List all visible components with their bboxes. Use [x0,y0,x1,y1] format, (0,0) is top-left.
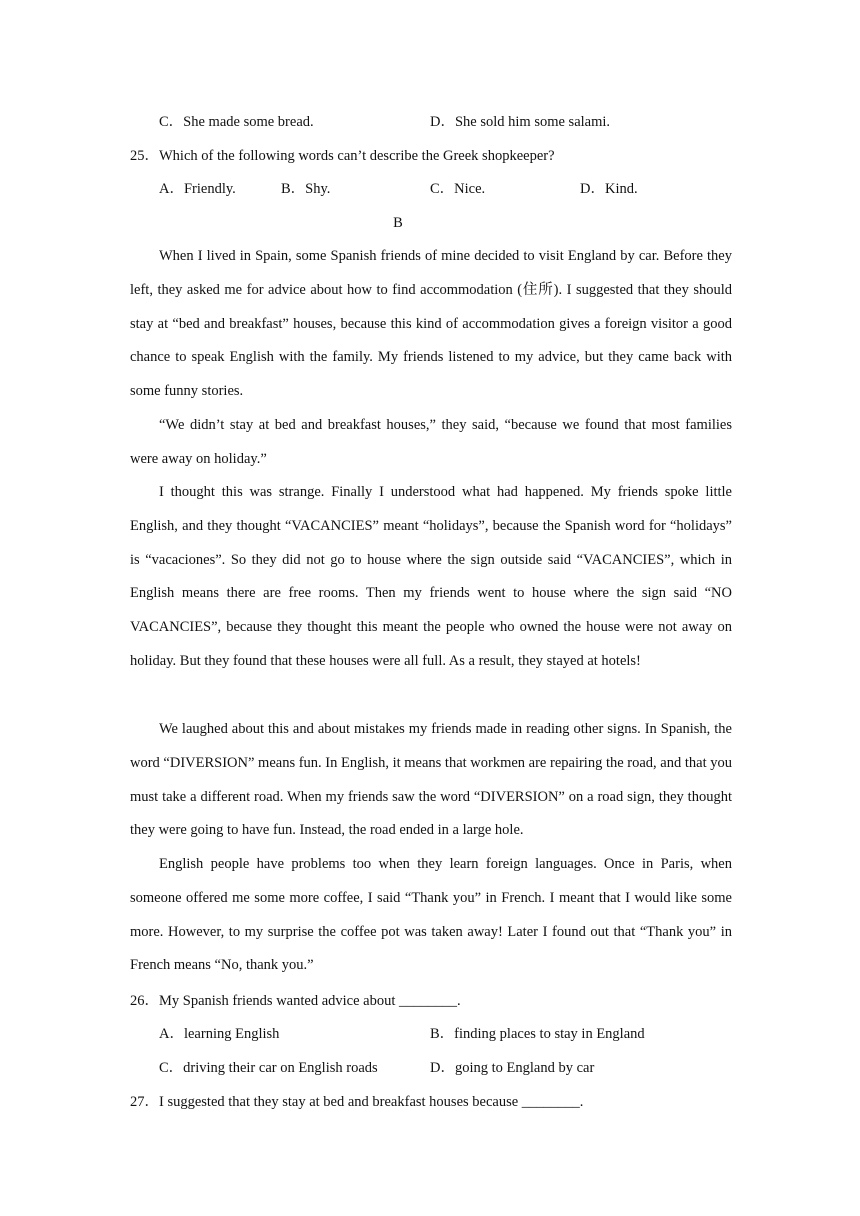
q26-option-a: A．learning English [159,1026,280,1042]
passage-paragraph-1: When I lived in Spain, some Spanish friends of mine decided to visit England by car. Before they left, they asked me for advice about how to find accommodation (住所). I suggested that they should stay at “bed and breakfast” houses, because this kind of accommodation gives a foreign visitor a good chance to speak English with the family. My friends listened to my advice, but they came back with some funny stories. [130,248,732,400]
q26-option-c: C．driving their car on English roads [159,1060,378,1076]
q26-option-b: B．finding places to stay in England [430,1026,645,1042]
q25-option-a: A．Friendly. [159,181,236,197]
passage-paragraph-4: We laughed about this and about mistakes my friends made in reading other signs. In Spanish, the word “DIVERSION” means fun. In English, it means that workmen are repairing the road, and that you must take a different road. When my friends saw the word “DIVERSION” on a road sign, they thought they were going to have fun. Instead, the road ended in a large hole. [130,721,732,839]
q25-stem: 25．Which of the following words can’t describe the Greek shopkeeper? [130,148,555,164]
q25-option-c: C．Nice. [430,181,486,197]
passage-paragraph-5: English people have problems too when they learn foreign languages. Once in Paris, when someone offered me some more coffee, I said “Thank you” in French. I meant that I would like some more. However, to my surprise the coffee pot was taken away! Later I found out that “Thank you” in French means “No, thank you.” [130,856,732,974]
q26-stem: 26．My Spanish friends wanted advice about ________. [130,993,461,1009]
q26-option-d: D．going to England by car [430,1060,595,1076]
q24-option-d: D．She sold him some salami. [430,114,611,130]
passage-paragraph-3: I thought this was strange. Finally I understood what had happened. My friends spoke little English, and they thought “VACANCIES” meant “holidays”, because the Spanish word for “holidays” is “vacaciones”. So they did not go to house where the sign outside said “VACANCIES”, which in English means there are free rooms. Then my friends went to house where the sign said “NO VACANCIES”, because they thought this meant the people who owned the house were not away on holiday. But they found that these houses were all full. As a result, they stayed at hotels! [130,484,732,669]
q24-option-c: C．She made some bread. [159,114,314,130]
passage-paragraph-2: “We didn’t stay at bed and breakfast houses,” they said, “because we found that most families were away on holiday.” [130,417,732,467]
q25-option-b: B．Shy. [281,181,331,197]
q27-stem: 27．I suggested that they stay at bed and breakfast houses because ________. [130,1094,584,1110]
section-label: B [393,215,403,231]
q25-option-d: D．Kind. [580,181,638,197]
